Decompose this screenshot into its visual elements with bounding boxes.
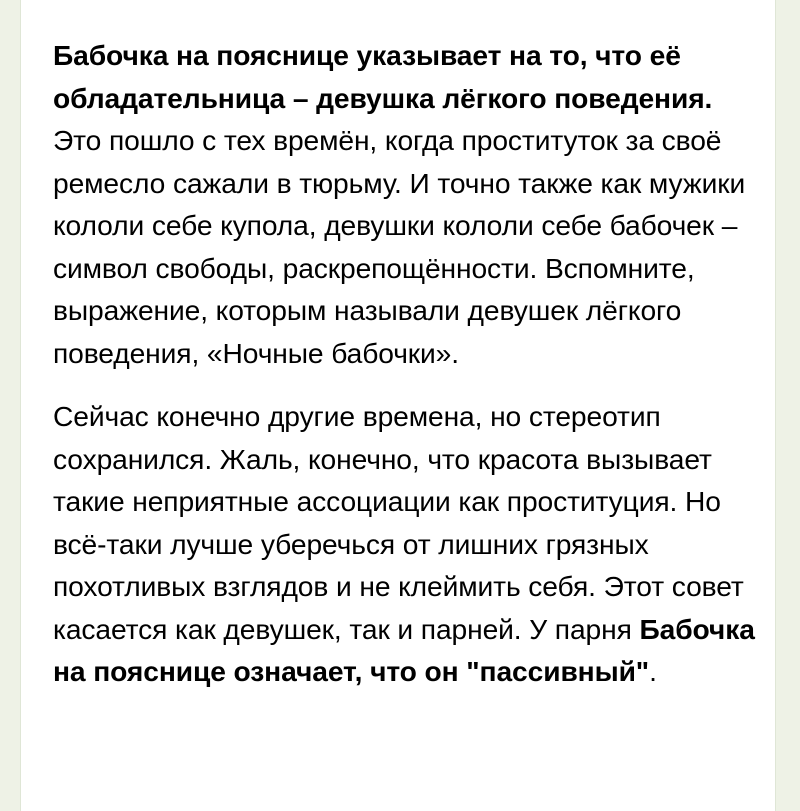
paragraph-1 bbox=[53, 34, 759, 374]
paragraph-1-bold: Бабочка на пояснице указывает на то, что её обладательница – девушка лёгкого поведения. bbox=[53, 39, 713, 114]
paragraph-2-text: Сейчас конечно другие времена, но стереотип сохранился. Жаль, конечно, что красота вызывает такие неприятные ассоциации как проституция. Но всё-таки лучше уберечься от лишних грязных похотливых взглядов и не клеймить себя. Этот совет касается как девушек, так и парней. У парня bbox=[53, 400, 744, 645]
paragraph-1-text: Это пошло с тех времён, когда проституток за своё ремесло сажали в тюрьму. И точно также как мужики кололи себе купола, девушки кололи себе бабочек – символ свободы, раскрепощённости. Вспомните, выражение, которым называли девушек лёгкого поведения, «Ночные бабочки». bbox=[53, 124, 746, 369]
paragraph-2 bbox=[53, 395, 759, 693]
paragraph-2-bold: Бабочка на пояснице означает, что он "пассивный" bbox=[53, 612, 755, 687]
message-bubble bbox=[20, 0, 776, 811]
message-text bbox=[53, 34, 759, 693]
paragraph-2-end: . bbox=[649, 655, 657, 687]
